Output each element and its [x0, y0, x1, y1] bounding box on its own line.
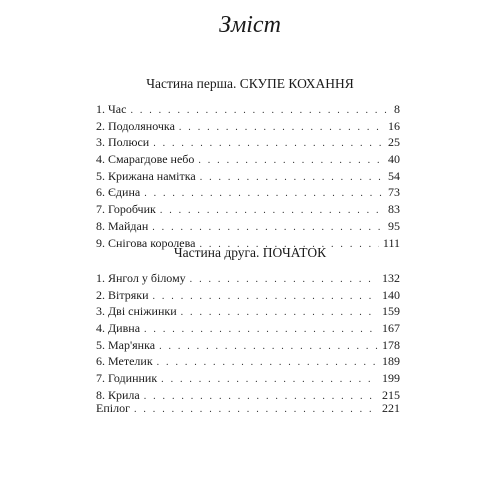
toc-entry [96, 337, 400, 354]
part-one-toc-list [96, 101, 400, 251]
toc-entry [96, 218, 400, 235]
dot-leader [198, 153, 384, 170]
toc-entry [96, 201, 400, 218]
toc-entry-title: 4. Смарагдове небо [96, 152, 195, 167]
dot-leader [134, 402, 378, 419]
dot-leader [200, 170, 384, 187]
dot-leader [161, 372, 378, 389]
dot-leader [144, 322, 378, 339]
toc-entry-title: 6. Єдина [96, 185, 141, 200]
toc-entry-page: 189 [382, 354, 400, 369]
dot-leader [160, 203, 384, 220]
toc-entry [96, 303, 400, 320]
toc-entry-title: 6. Метелик [96, 354, 153, 369]
toc-entry-title: 3. Полюси [96, 135, 150, 150]
dot-leader [157, 355, 378, 372]
toc-entry-title: 3. Дві сніжинки [96, 304, 177, 319]
toc-entry-page: 40 [388, 152, 400, 167]
toc-entry-title: 5. Мар'янка [96, 337, 156, 352]
toc-entry [96, 287, 400, 304]
toc-entry [96, 118, 400, 135]
toc-entry-page: 95 [388, 218, 400, 233]
dot-leader [159, 339, 378, 356]
toc-entry [96, 101, 400, 118]
toc-entry-title: 7. Годинник [96, 371, 158, 386]
dot-leader [181, 305, 378, 322]
toc-entry [96, 353, 400, 370]
toc-entry-page: 83 [388, 202, 400, 217]
toc-entry [96, 134, 400, 151]
toc-entry-page: 132 [382, 271, 400, 285]
toc-entry [96, 151, 400, 168]
toc-entry-title: 2. Подоляночка [96, 118, 175, 133]
dot-leader [179, 120, 384, 137]
dot-leader [153, 289, 379, 306]
toc-entry [96, 320, 400, 337]
toc-entry-page: 159 [382, 304, 400, 319]
dot-leader [190, 272, 378, 289]
page-title: Зміст [219, 12, 281, 38]
toc-entry-page: 73 [388, 185, 400, 200]
toc-entry-page: 16 [388, 118, 400, 133]
part-two-heading: Частина друга. ПОЧАТОК [173, 245, 327, 260]
part-one-heading: Частина перша. СКУПЕ КОХАННЯ [146, 76, 354, 91]
toc-entry-page: 199 [382, 371, 400, 386]
toc-entry-title: 7. Горобчик [96, 202, 156, 217]
toc-entry-title: 8. Майдан [96, 218, 149, 233]
toc-entry [96, 270, 400, 287]
toc-entry-title: 5. Крижана намітка [96, 168, 196, 183]
toc-entry-title: 1. Янгол у білому [96, 271, 186, 285]
toc-entry-page: 178 [382, 337, 400, 352]
toc-entry-title: 9. Снігова королева [96, 235, 196, 250]
toc-entry-page: 54 [388, 168, 400, 183]
toc-entry [96, 184, 400, 201]
toc-entry [96, 370, 400, 387]
toc-entry-page: 25 [388, 135, 400, 150]
toc-entry-page: 221 [382, 401, 400, 415]
toc-entry-title: Епілог [96, 401, 130, 415]
toc-entry-page: 215 [382, 387, 400, 402]
toc-entry-title: 1. Час [96, 102, 127, 116]
epilogue-entry [96, 400, 400, 417]
toc-entry [96, 168, 400, 185]
toc-entry-page: 8 [394, 102, 400, 116]
toc-entry-title: 4. Дивна [96, 321, 141, 336]
toc-entry-page: 167 [382, 321, 400, 336]
toc-entry-title: 8. Крила [96, 387, 140, 402]
part-two-toc-list [96, 270, 400, 404]
toc-entry-page: 140 [382, 287, 400, 302]
dot-leader [144, 186, 384, 203]
toc-entry-page: 111 [382, 235, 400, 250]
toc-entry-title: 2. Вітряки [96, 287, 149, 302]
